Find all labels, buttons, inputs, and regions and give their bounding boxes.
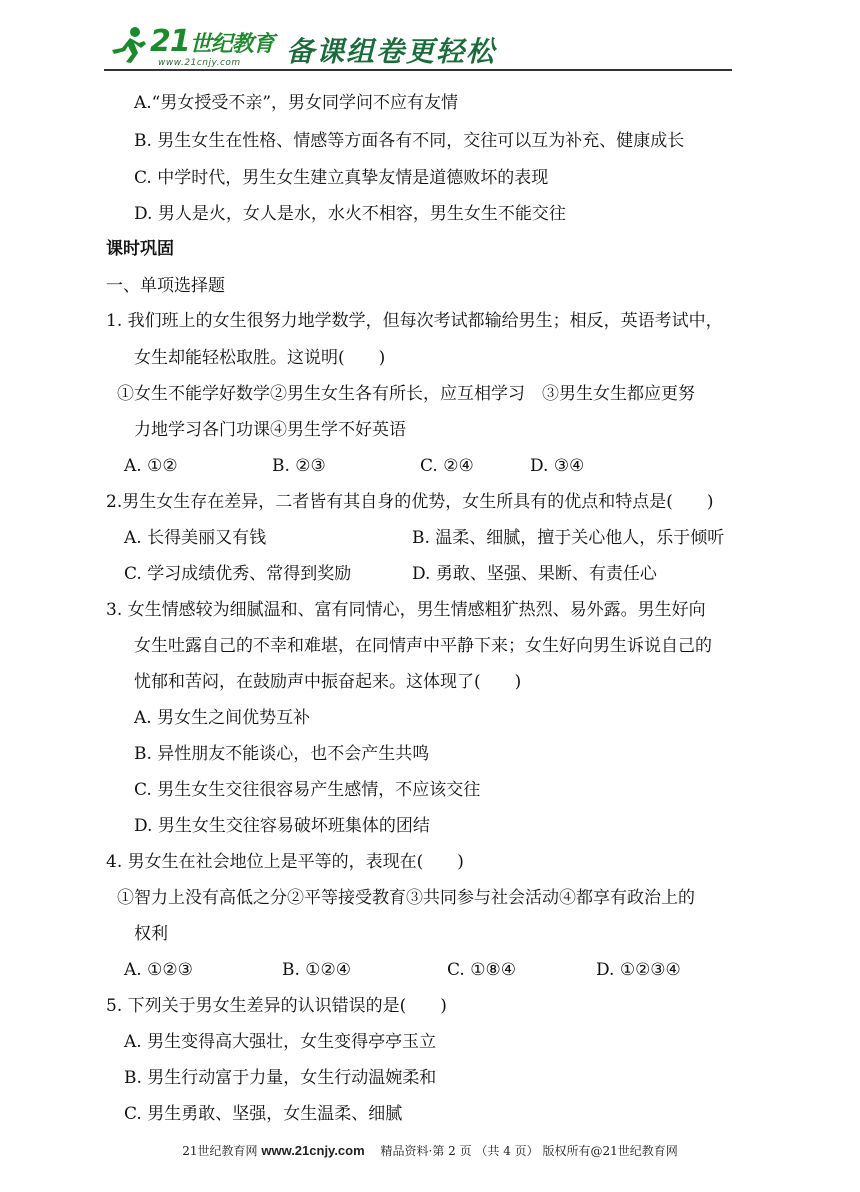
q1-option-a: A. ①② [124,456,178,476]
q3-option-b: B. 异性朋友不能谈心，也不会产生共鸣 [134,744,430,764]
page-header [104,22,732,72]
question-5: 5. 下列关于男女生差异的认识错误的是( ) [106,996,447,1016]
question-1: 1. 我们班上的女生很努力地学数学，但每次考试都输给男生；相反，英语考试中， [106,311,723,331]
q2-option-a: A. 长得美丽又有钱 [124,528,267,548]
logo-url: www.21cnjy.com [158,58,241,68]
q4-option-d: D. ①②③④ [596,960,681,980]
option-c-prev: C. 中学时代，男生女生建立真挚友情是道德败坏的表现 [134,168,549,188]
header-slogan: 备课组卷更轻松 [286,35,497,68]
q3-option-a: A. 男女生之间优势互补 [134,708,311,728]
question-4: 4. 男女生在社会地位上是平等的，表现在( ) [106,852,464,872]
question-3-cont-1: 女生吐露自己的不幸和难堪，在同情声中平静下来；女生好向男生诉说自己的 [134,636,712,656]
logo-cn: 世纪教育 [189,32,274,57]
footer-url[interactable]: www.21cnjy.com [261,1143,365,1158]
q1-option-c: C. ②④ [420,456,474,476]
question-4-statements: ①智力上没有高低之分②平等接受教育③共同参与社会活动④都享有政治上的 [117,888,695,908]
subsection-heading: 一、单项选择题 [106,276,225,296]
q5-option-a: A. 男生变得高大强壮，女生变得亭亭玉立 [124,1032,437,1052]
q3-option-d: D. 男生女生交往容易破坏班集体的团结 [134,816,430,836]
q4-option-b: B. ①②④ [282,960,352,980]
option-a-prev: A.“男女授受不亲”，男女同学问不应有友情 [134,93,459,113]
section-heading: 课时巩固 [106,239,174,259]
runner-logo-icon [108,26,148,64]
question-3: 3. 女生情感较为细腻温和、富有同情心，男生情感粗犷热烈、易外露。男生好向 [106,600,706,620]
question-1-cont: 女生却能轻松取胜。这说明( ) [134,348,386,368]
logo-number: 21 [150,24,190,59]
q4-option-a: A. ①②③ [124,960,193,980]
question-4-statements-cont: 权利 [134,924,168,944]
q1-option-d: D. ③④ [530,456,585,476]
q5-option-c: C. 男生勇敢、坚强，女生温柔、细腻 [124,1104,403,1124]
footer-page-info: 精品资料·第 2 页 （共 4 页） 版权所有@21世纪教育网 [368,1144,678,1158]
q2-option-c: C. 学习成绩优秀、常得到奖励 [124,564,352,584]
option-d-prev: D. 男人是火，女人是水，水火不相容，男生女生不能交往 [134,204,566,224]
q1-option-b: B. ②③ [272,456,326,476]
q5-option-b: B. 男生行动富于力量，女生行动温婉柔和 [124,1068,437,1088]
option-b-prev: B. 男生女生在性格、情感等方面各有不同，交往可以互为补充、健康成长 [134,131,685,151]
footer-site: 21世纪教育网 [182,1144,258,1158]
q2-option-d: D. 勇敢、坚强、果断、有责任心 [412,564,657,584]
question-2: 2.男生女生存在差异，二者皆有其自身的优势，女生所具有的优点和特点是( ) [106,492,714,512]
q2-option-b: B. 温柔、细腻，擅于关心他人，乐于倾听 [412,528,725,548]
question-1-statements: ①女生不能学好数学②男生女生各有所长，应互相学习 ③男生女生都应更努 [117,384,695,404]
q3-option-c: C. 男生女生交往很容易产生感情，不应该交往 [134,780,481,800]
q4-option-c: C. ①⑧④ [447,960,516,980]
page-footer [0,1142,860,1159]
question-1-statements-cont: 力地学习各门功课④男生学不好英语 [134,420,406,440]
logo-text [150,24,274,59]
header-divider [104,69,732,71]
question-3-cont-2: 忧郁和苦闷，在鼓励声中振奋起来。这体现了( ) [134,672,522,692]
